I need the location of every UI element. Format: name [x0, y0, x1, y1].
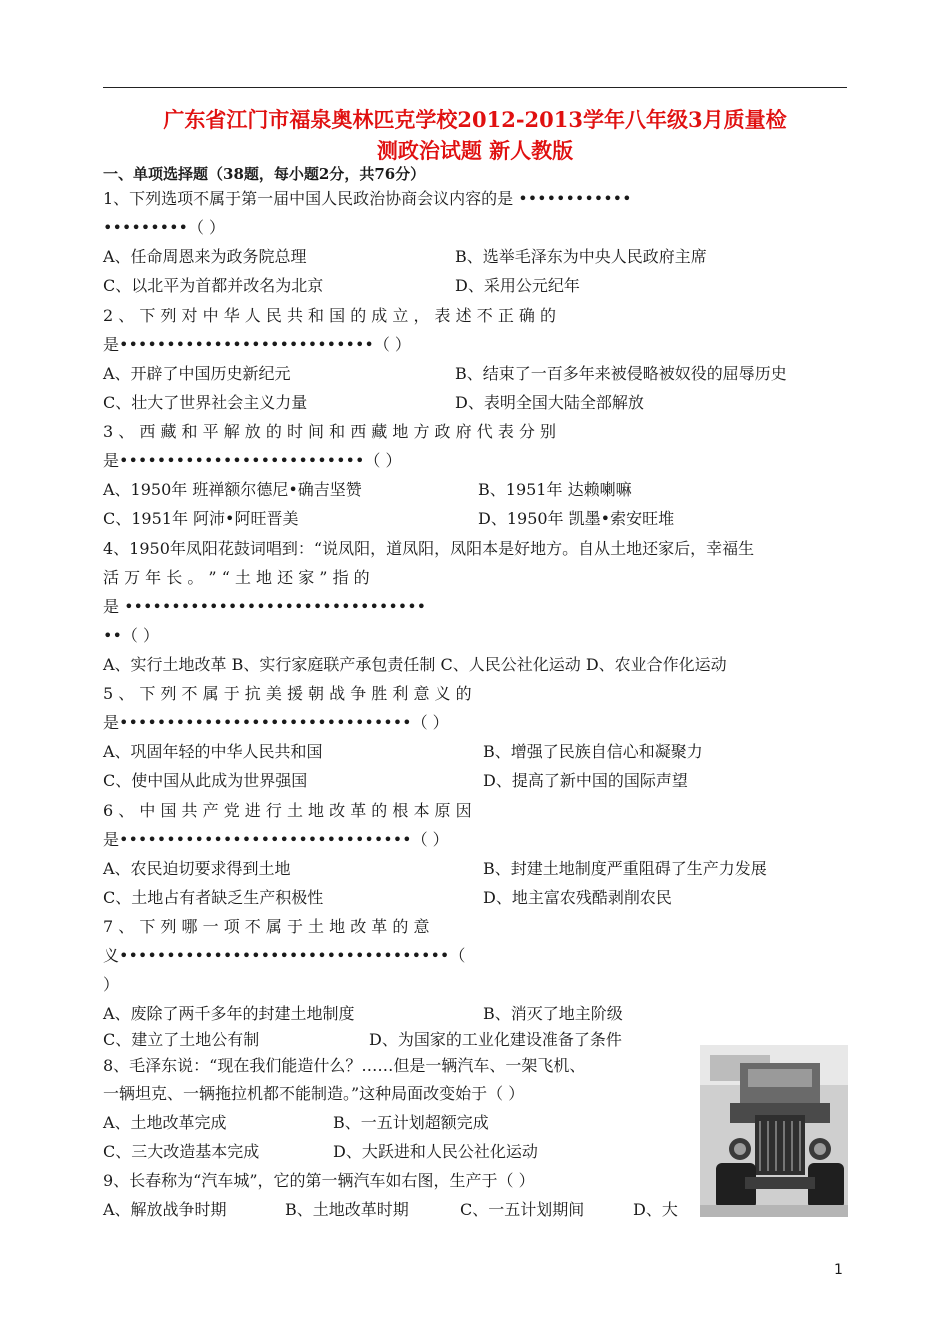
q3-stem-1: 3 、 西 藏 和 平 解 放 的 时 间 和 西 藏 地 方 政 府 代 表 分 别	[103, 422, 556, 441]
q3-option-b: B、1951年 达赖喇嘛	[478, 480, 632, 499]
title-line-1: 广东省江门市福泉奥林匹克学校2012-2013学年八年级3月质量检	[163, 107, 787, 132]
q6-stem-2: 是•••••••••••••••••••••••••••••••（ ）	[103, 830, 449, 849]
q1-stem-2: •••••••••（ ）	[103, 218, 226, 237]
q3-option-c: C、1951年 阿沛•阿旺晋美	[103, 509, 299, 528]
q1-stem-1: 1、下列选项不属于第一届中国人民政治协商会议内容的是 ••••••••••••	[103, 189, 632, 208]
q8-option-b: B、一五计划超额完成	[333, 1113, 489, 1132]
q4-stem-3: 是 ••••••••••••••••••••••••••••••••	[103, 597, 427, 616]
q8-option-c: C、三大改造基本完成	[103, 1142, 260, 1161]
q3-option-a: A、1950年 班禅额尔德尼•确吉坚赞	[103, 480, 362, 499]
q9-option-b: B、土地改革时期	[285, 1200, 409, 1219]
q5-option-b: B、增强了民族自信心和凝聚力	[483, 742, 703, 761]
q7-stem-1: 7 、 下 列 哪 一 项 不 属 于 土 地 改 革 的 意	[103, 917, 430, 936]
truck-icon	[700, 1045, 848, 1217]
q6-option-b: B、封建土地制度严重阻碍了生产力发展	[483, 859, 767, 878]
q9-stem-1: 9、长春称为“汽车城”，它的第一辆汽车如右图，生产于（ ）	[103, 1171, 535, 1190]
document-title	[103, 104, 847, 166]
q4-stem-1: 4、1950年凤阳花鼓词唱到：“说凤阳，道凤阳，凤阳本是好地方。自从土地还家后，幸福生	[103, 539, 755, 558]
q1-option-a: A、任命周恩来为政务院总理	[103, 247, 307, 266]
q8-stem-1: 8、毛泽东说：“现在我们能造什么？……但是一辆汽车、一架飞机、	[103, 1056, 586, 1075]
q2-stem-1: 2 、 下 列 对 中 华 人 民 共 和 国 的 成 立 ， 表 述 不 正 确 的	[103, 306, 556, 325]
q7-option-c: C、建立了土地公有制	[103, 1030, 260, 1049]
q7-option-d: D、为国家的工业化建设准备了条件	[369, 1030, 622, 1049]
q1-option-b: B、选举毛泽东为中央人民政府主席	[455, 247, 707, 266]
title-line-2: 测政治试题 新人教版	[376, 138, 574, 163]
q5-option-a: A、巩固年轻的中华人民共和国	[103, 742, 323, 761]
truck-photo	[700, 1045, 848, 1217]
q7-option-a: A、废除了两千多年的封建土地制度	[103, 1004, 355, 1023]
section-heading: 一、单项选择题（38题，每小题2分，共76分）	[103, 165, 426, 183]
q9-option-a: A、解放战争时期	[103, 1200, 227, 1219]
page-number: 1	[834, 1262, 843, 1278]
q5-option-d: D、提高了新中国的国际声望	[483, 771, 688, 790]
q7-option-b: B、消灭了地主阶级	[483, 1004, 623, 1023]
q8-stem-2: 一辆坦克、一辆拖拉机都不能制造。”这种局面改变始于（ ）	[103, 1084, 525, 1103]
q9-option-c: C、一五计划期间	[460, 1200, 585, 1219]
q8-option-d: D、大跃进和人民公社化运动	[333, 1142, 538, 1161]
header-rule	[103, 87, 847, 88]
q9-option-d: D、大	[633, 1200, 678, 1219]
q6-stem-1: 6 、 中 国 共 产 党 进 行 土 地 改 革 的 根 本 原 因	[103, 801, 472, 820]
q2-option-c: C、壮大了世界社会主义力量	[103, 393, 308, 412]
q2-option-a: A、开辟了中国历史新纪元	[103, 364, 291, 383]
q2-option-b: B、结束了一百多年来被侵略被奴役的屈辱历史	[455, 364, 787, 383]
q2-stem-2: 是•••••••••••••••••••••••••••（ ）	[103, 335, 411, 354]
q2-option-d: D、表明全国大陆全部解放	[455, 393, 644, 412]
q3-option-d: D、1950年 凯墨•索安旺堆	[478, 509, 675, 528]
q7-stem-3: ）	[103, 975, 120, 994]
q6-option-c: C、土地占有者缺乏生产积极性	[103, 888, 324, 907]
q4-stem-4: ••（ ）	[103, 626, 159, 645]
q5-stem-2: 是•••••••••••••••••••••••••••••••（ ）	[103, 713, 449, 732]
q4-options: A、实行土地改革 B、实行家庭联产承包责任制 C、人民公社化运动 D、农业合作化运动	[103, 655, 727, 674]
q6-option-d: D、地主富农残酷剥削农民	[483, 888, 672, 907]
q1-option-d: D、采用公元纪年	[455, 276, 580, 295]
q5-option-c: C、使中国从此成为世界强国	[103, 771, 308, 790]
q3-stem-2: 是••••••••••••••••••••••••••（ ）	[103, 451, 402, 470]
q6-option-a: A、农民迫切要求得到土地	[103, 859, 291, 878]
q8-option-a: A、土地改革完成	[103, 1113, 227, 1132]
q1-option-c: C、以北平为首都并改名为北京	[103, 276, 324, 295]
q5-stem-1: 5 、 下 列 不 属 于 抗 美 援 朝 战 争 胜 利 意 义 的	[103, 684, 472, 703]
q7-stem-2: 义•••••••••••••••••••••••••••••••••••（	[103, 946, 466, 965]
q4-stem-2: 活 万 年 长 。 ” “ 土 地 还 家 ” 指 的	[103, 568, 370, 587]
